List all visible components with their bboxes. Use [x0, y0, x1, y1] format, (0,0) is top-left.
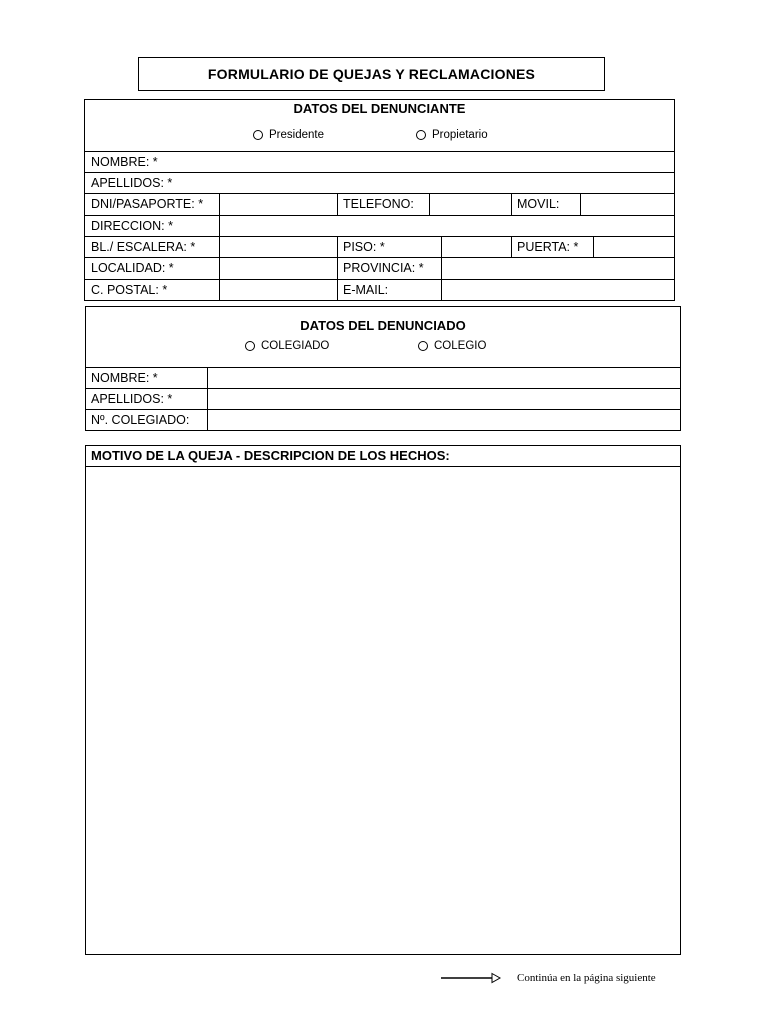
radio-colegio-label: COLEGIO [434, 340, 487, 352]
row-divider [84, 236, 675, 237]
radio-circle-icon[interactable] [416, 130, 426, 140]
localidad-input[interactable] [220, 258, 337, 279]
direccion-input[interactable] [220, 216, 675, 236]
label-telefono: TELEFONO: [343, 197, 414, 211]
form-title: FORMULARIO DE QUEJAS Y RECLAMACIONES [138, 57, 605, 91]
label-bloque: BL./ ESCALERA: * [91, 240, 196, 254]
label-numero-colegiado: Nº. COLEGIADO: [91, 413, 190, 427]
label-provincia: PROVINCIA: * [343, 261, 424, 275]
radio-colegiado-label: COLEGIADO [261, 340, 330, 352]
motivo-textarea[interactable] [86, 467, 680, 954]
provincia-input[interactable] [442, 258, 675, 279]
bloque-input[interactable] [220, 237, 337, 257]
nombre-input[interactable] [219, 152, 675, 172]
label-cpostal: C. POSTAL: * [91, 283, 168, 297]
denunciado-apellidos-input[interactable] [208, 389, 681, 409]
radio-propietario-label: Propietario [432, 129, 488, 141]
label-apellidos: APELLIDOS: * [91, 176, 173, 190]
label-piso: PISO: * [343, 240, 385, 254]
label-email: E-MAIL: [343, 283, 389, 297]
motivo-heading: MOTIVO DE LA QUEJA - DESCRIPCION DE LOS HECHOS: [91, 448, 450, 463]
label-localidad: LOCALIDAD: * [91, 261, 174, 275]
col-divider [511, 236, 512, 257]
cpostal-input[interactable] [220, 280, 337, 301]
telefono-input[interactable] [430, 194, 511, 215]
denunciante-heading: DATOS DEL DENUNCIANTE [293, 101, 466, 116]
col-divider [337, 236, 338, 301]
label-nombre: NOMBRE: * [91, 155, 158, 169]
label-denunciado-nombre: NOMBRE: * [91, 371, 158, 385]
movil-input[interactable] [581, 194, 675, 215]
email-input[interactable] [442, 280, 675, 301]
radio-circle-icon[interactable] [253, 130, 263, 140]
puerta-input[interactable] [594, 237, 675, 257]
radio-circle-icon[interactable] [245, 341, 255, 351]
radio-presidente-label: Presidente [269, 129, 324, 141]
radio-circle-icon[interactable] [418, 341, 428, 351]
denunciado-nombre-input[interactable] [208, 368, 681, 388]
radio-colegio[interactable] [418, 340, 486, 352]
radio-propietario[interactable] [416, 129, 488, 141]
label-direccion: DIRECCION: * [91, 219, 173, 233]
col-divider [511, 193, 512, 215]
label-dni: DNI/PASAPORTE: * [91, 197, 204, 211]
col-divider [337, 193, 338, 215]
label-movil: MOVIL: [517, 197, 560, 211]
label-denunciado-apellidos: APELLIDOS: * [91, 392, 173, 406]
label-puerta: PUERTA: * [517, 240, 579, 254]
radio-colegiado[interactable] [245, 340, 329, 352]
apellidos-input[interactable] [219, 173, 675, 193]
denunciado-heading: DATOS DEL DENUNCIADO [300, 318, 466, 333]
dni-input[interactable] [220, 194, 337, 215]
numero-colegiado-input[interactable] [208, 410, 681, 431]
radio-presidente[interactable] [253, 129, 324, 141]
piso-input[interactable] [442, 237, 511, 257]
continue-text: Continúa en la página siguiente [517, 972, 656, 984]
arrow-right-icon [440, 972, 502, 984]
